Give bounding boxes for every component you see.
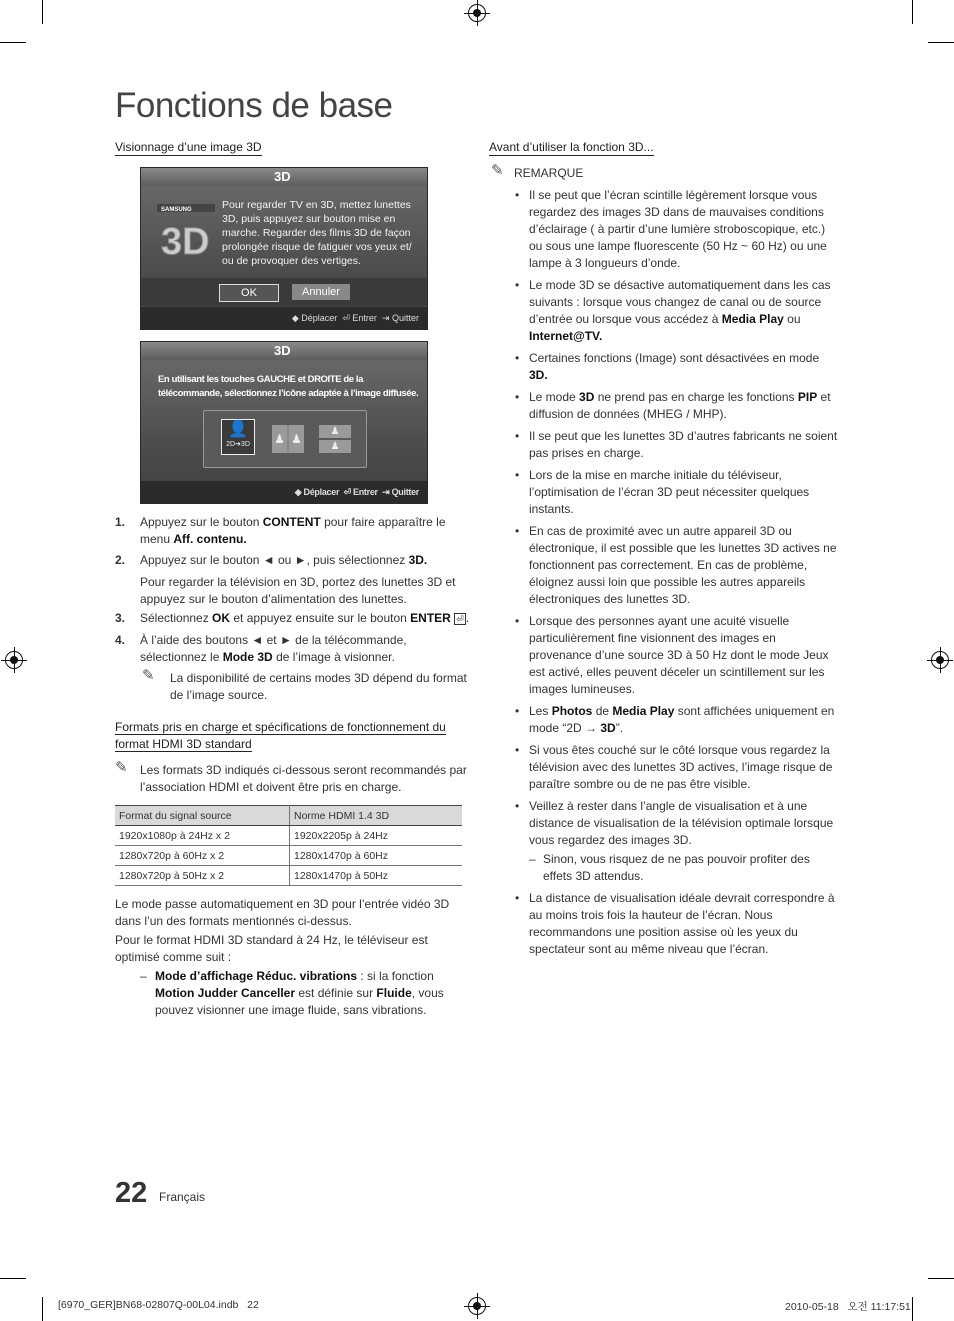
osd-message: Pour regarder TV en 3D, mettez lunettes 3D, puis appuyez sur bouton mise en marche. Regarder des films 3D de façon prolongée risque de fatiguer vos yeux et/ ou de provoquer des vertiges. [222, 199, 412, 267]
enter-icon: ⏎ [342, 313, 350, 323]
osd-3d-warning [140, 167, 428, 330]
osd-title: 3D [141, 342, 427, 360]
crop-mark [928, 1278, 954, 1279]
foot-exit: Quitter [391, 487, 419, 497]
move-arrows-icon: ◆ [291, 313, 299, 323]
crop-mark [912, 0, 913, 24]
list-item: • Veillez à rester dans l’angle de visualisation et à une distance de visualisation de la télévision optimale lorsque vous regardez des images 3D. [515, 798, 840, 849]
step-4-note: La disponibilité de certains modes 3D dépend du format de l’image source. [170, 671, 467, 702]
page-language: Français [159, 1190, 206, 1204]
foot-move: Déplacer [303, 487, 340, 497]
step-2: 2. Appuyez sur le bouton ◄ ou ►, puis sélectionnez 3D. [115, 553, 428, 567]
print-date-info: 2010-05-18 오전 11:17:51 [785, 1301, 911, 1313]
note-pencil-icon: ✎ [115, 759, 128, 776]
list-item: • Lorsque des personnes ayant une acuité visuelle particulièrement fine visionnent des images en provenance d’une source 3D à 50 Hz dont le mode Jeux est activé, elles peuvent déceler un scintillement sur les images lumineuses. [515, 613, 840, 698]
registration-mark-icon [931, 651, 949, 669]
osd-footer [141, 307, 427, 329]
samsung-brand: SAMSUNG [161, 207, 192, 213]
list-item: • Le mode 3D ne prend pas en charge les fonctions PIP et diffusion de données (MHEG / MHP). [515, 389, 840, 423]
list-item: • Les Photos de Media Play sont affichées uniquement en mode “2D → 3D”. [515, 703, 840, 737]
samsung-3d-logo-icon [157, 204, 215, 262]
note-label: REMARQUE [514, 166, 584, 180]
crop-mark [0, 1278, 26, 1279]
sub-dash-item: – Sinon, vous risquez de ne pas pouvoir profiter des effets 3D attendus. [529, 852, 810, 883]
list-item: • Si vous êtes couché sur le côté lorsque vous regardez la télévision avec des lunettes 3D actives, l’image risque de paraître sombre ou de ne pas être visible. [515, 742, 840, 793]
registration-mark-icon [468, 1297, 486, 1315]
note-pencil-icon: ✎ [142, 667, 155, 684]
table-row: 1280x720p à 60Hz x 2 1280x1470p à 60Hz [115, 846, 462, 866]
exit-icon: ⇥ [381, 313, 390, 323]
ok-button[interactable]: OK [219, 284, 279, 302]
mode-top-bottom-icon[interactable]: ♟ ♟ [319, 425, 351, 453]
page-title: Fonctions de base [115, 86, 393, 125]
formats-note: Les formats 3D indiqués ci-dessous seront recommandés par l’association HDMI et doivent être pris en charge. [140, 763, 467, 794]
enter-icon: ⏎ [456, 614, 464, 624]
osd-3d-mode-select [140, 341, 428, 504]
exit-icon: ⇥ [382, 487, 390, 497]
list-item: • Il se peut que les lunettes 3D d’autres fabricants ne soient pas prises en charge. [515, 428, 840, 462]
table-header: Format du signal source [115, 806, 290, 826]
osd-button-bar [141, 278, 427, 306]
list-item: • Lors de la mise en marche initiale du téléviseur, l’optimisation de l’écran 3D peut nécessiter quelques instants. [515, 467, 840, 518]
foot-move: Déplacer [301, 313, 338, 323]
paragraph-24hz: Pour le format HDMI 3D standard à 24 Hz, le téléviseur est optimisé comme suit : [115, 933, 428, 964]
section-heading-before-3d: Avant d’utiliser la fonction 3D... [489, 140, 654, 154]
section-heading-3d-view: Visionnage d’une image 3D [115, 140, 262, 154]
list-item: • En cas de proximité avec un autre appareil 3D ou électronique, il est possible que les lunettes 3D actives ne fonctionnent pas correctement. En cas de problème, éloignez aussi loin que possible les autres appareils électroniques des lunettes 3D. [515, 523, 840, 608]
osd-title: 3D [141, 168, 427, 186]
enter-icon: ⏎ [343, 487, 351, 497]
paragraph-auto-3d: Le mode passe automatiquement en 3D pour l’entrée vidéo 3D dans l’un des formats mentionnés ci-dessus. [115, 897, 450, 928]
table-header-row [115, 806, 462, 826]
dash-item-judder: – Mode d’affichage Réduc. vibrations : si la fonction Motion Judder Canceller est définie sur Fluide, vous pouvez visionner une image fluide, sans vibrations. [140, 969, 444, 1017]
move-arrows-icon: ◆ [294, 487, 302, 497]
note-pencil-icon: ✎ [491, 162, 504, 179]
osd-instruction: En utilisant les touches GAUCHE et DROITE de la télécommande, sélectionnez l’icône adaptée à l’image diffusée. [158, 374, 419, 399]
list-item: • Le mode 3D se désactive automatiquement dans les cas suivants : lorsque vous changez de canal ou de source d’entrée ou lorsque vous accédez à Media Play ou Internet@TV. [515, 277, 840, 345]
page-number: 22 [115, 1177, 148, 1209]
table-row: 1280x720p à 50Hz x 2 1280x1470p à 50Hz [115, 866, 462, 886]
list-item: • Il se peut que l’écran scintille légèrement lorsque vous regardez des images 3D dans de mauvaises conditions d’éclairage ( à partir d’une lumière stroboscopique, etc.) ou sous une lampe fluorescente (50 Hz ~ 60 Hz) ou une lampe à 3 longueurs d’onde. [515, 187, 840, 272]
print-file-info: [6970_GER]BN68-02807Q-00L04.indb 22 [58, 1299, 259, 1311]
step-2-detail: Pour regarder la télévision en 3D, portez des lunettes 3D et appuyez sur le bouton d’alimentation des lunettes. [140, 575, 456, 606]
foot-exit: Quitter [391, 313, 419, 323]
list-item: • La distance de visualisation idéale devrait correspondre à au moins trois fois la hauteur de l’écran. Nous recommandons une position assise où les yeux du spectateur sont au même niveau que l’écran. [515, 890, 840, 958]
mode-2d-to-3d-icon[interactable]: 👤 2D➔3D [221, 419, 255, 455]
cancel-button[interactable]: Annuler [292, 284, 350, 300]
section-heading-formats: Formats pris en charge et spécifications de fonctionnement du format HDMI 3D standard [115, 720, 446, 751]
registration-mark-icon [468, 4, 486, 22]
crop-mark [42, 0, 43, 24]
mode-2d-to-3d-label: 2D➔3D [226, 441, 250, 448]
foot-enter: Entrer [352, 313, 377, 323]
mode-icon-panel [203, 410, 367, 468]
mode-side-by-side-icon[interactable]: ♟ ♟ [272, 425, 304, 453]
osd-footer [141, 481, 427, 503]
hdmi-format-table [115, 805, 462, 886]
table-row: 1920x1080p à 24Hz x 2 1920x2205p à 24Hz [115, 826, 462, 846]
notes-list [515, 187, 840, 963]
crop-mark [912, 1297, 913, 1321]
step-3: 3. Sélectionnez OK et appuyez ensuite sur le bouton ENTER ⏎ . [115, 611, 470, 625]
crop-mark [42, 1297, 43, 1321]
registration-mark-icon [5, 651, 23, 669]
foot-enter: Entrer [353, 487, 378, 497]
step-4: 4. À l’aide des boutons ◄ et ► de la télécommande, sélectionnez le Mode 3D de l’image à visionner. [115, 633, 407, 664]
crop-mark [0, 42, 26, 43]
svg-text:3D: 3D [161, 221, 210, 262]
crop-mark [928, 42, 954, 43]
list-item: • Certaines fonctions (Image) sont désactivées en mode 3D. [515, 350, 840, 384]
step-1: 1. Appuyez sur le bouton CONTENT pour faire apparaître le menu Aff. contenu. [115, 515, 446, 546]
table-header: Norme HDMI 1.4 3D [290, 806, 463, 826]
